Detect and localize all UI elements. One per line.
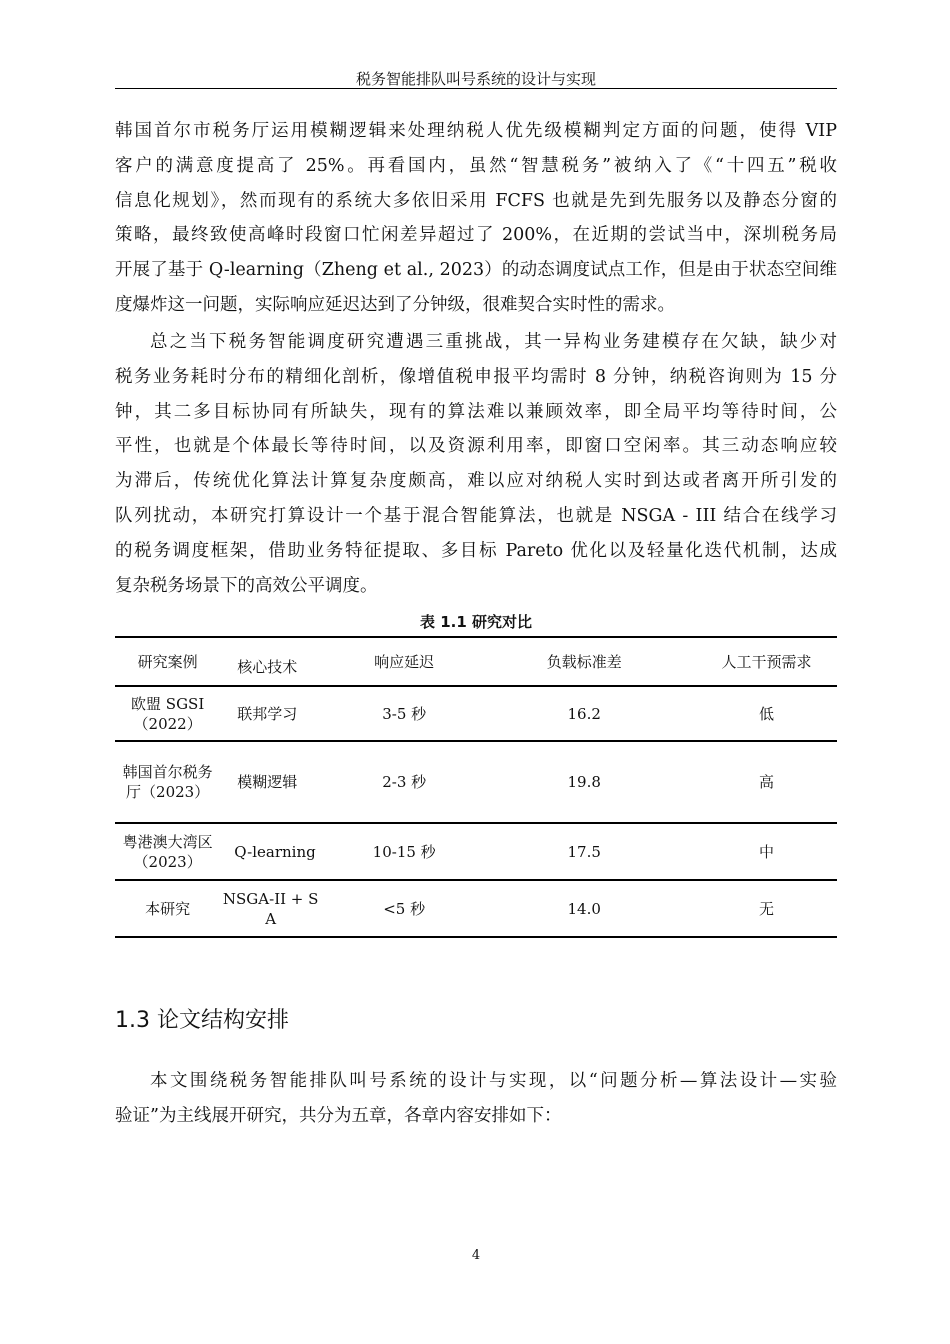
table-cell: 2-3 秒 <box>382 773 427 791</box>
table-cell: Q-learning <box>234 842 316 861</box>
text-line: 总之当下税务智能调度研究遭遇三重挑战，其一异构业务建模存在欠缺，缺少对 <box>150 332 837 352</box>
paragraph <box>115 1064 837 1134</box>
table-cell: 16.2 <box>567 704 601 723</box>
paragraph <box>115 325 837 603</box>
table-row <box>115 686 837 741</box>
text-line: 为滞后，传统优化算法计算复杂度颇高，难以应对纳税人实时到达或者离开所引发的 <box>115 471 837 492</box>
comparison-table <box>115 636 837 938</box>
table-cell: 3-5 秒 <box>382 704 427 723</box>
text-line: 客户的满意度提高了 25%。再看国内，虽然“智慧税务”被纳入了《“十四五”税收 <box>115 155 837 176</box>
text-line: 开展了基于 Q-learning（Zheng et al., 2023）的动态调度试点工作，但是由于状态空间维 <box>115 260 837 281</box>
table-cell: 19.8 <box>567 773 601 791</box>
text-line: 韩国首尔市税务厅运用模糊逻辑来处理纳税人优先级模糊判定方面的问题，使得 VIP <box>115 121 837 141</box>
section-heading: 1.3 论文结构安排 <box>115 1008 289 1033</box>
table-caption: 表 1.1 研究对比 <box>419 613 533 631</box>
text-line: 税务业务耗时分布的精细化剖析，像增值税申报平均需时 8 分钟，纳税咨询则为 15 分 <box>115 366 837 387</box>
header-rule <box>115 88 837 89</box>
table-header-row <box>115 637 837 686</box>
header-cell: 响应延迟 <box>374 652 435 671</box>
table-cell: 低 <box>759 704 775 723</box>
table-cell: 联邦学习 <box>237 704 298 723</box>
text-line: 本文围绕税务智能排队叫号系统的设计与实现，以“问题分析—算法设计—实验 <box>150 1071 837 1091</box>
table-cell: 模糊逻辑 <box>237 773 298 791</box>
text-line: 复杂税务场景下的高效公平调度。 <box>115 575 378 596</box>
text-line: 信息化规划》，然而现有的系统大多依旧采用 FCFS 也就是先到先服务以及静态分窗的 <box>115 190 837 211</box>
text-line: 队列扰动，本研究打算设计一个基于混合智能算法，也就是 NSGA - III 结合在线学习 <box>115 505 837 526</box>
text-line: 策略，最终致使高峰时段窗口忙闲差异超过了 200%，在近期的尝试当中，深圳税务局 <box>115 225 837 246</box>
table-cell: 高 <box>759 773 775 791</box>
header-cell: 核心技术 <box>237 657 298 676</box>
table-cell: <5 秒 <box>383 899 426 918</box>
text-line: 验证”为主线展开研究，共分为五章，各章内容安排如下： <box>115 1105 562 1126</box>
text-line: 钟，其二多目标协同有所缺失，现有的算法难以兼顾效率，即全局平均等待时间，公 <box>115 401 837 422</box>
text-line: 的税务调度框架，借助业务特征提取、多目标 Pareto 优化以及轻量化迭代机制，达成 <box>115 540 837 561</box>
running-header: 税务智能排队叫号系统的设计与实现 <box>355 70 596 88</box>
table-cell: 粤港澳大湾区（2023） <box>122 832 213 871</box>
header-cell: 人工干预需求 <box>721 652 812 671</box>
table-cell: 本研究 <box>145 899 191 918</box>
table-cell: 欧盟 SGSI（2022） <box>131 694 205 733</box>
table-cell: 中 <box>759 842 775 861</box>
paragraph <box>115 114 837 323</box>
table-cell: 无 <box>759 899 775 918</box>
page-number: 4 <box>471 1248 481 1263</box>
table-cell: 韩国首尔税务厅（2023） <box>122 763 213 801</box>
table-cell: 14.0 <box>567 899 601 918</box>
text-line: 平性，也就是个体最长等待时间，以及资源利用率，即窗口空闲率。其三动态响应较 <box>115 436 837 457</box>
table-cell: 10-15 秒 <box>372 842 436 861</box>
table-row <box>115 741 837 823</box>
table-cell: NSGA-II + SA <box>222 889 319 928</box>
table-cell: 17.5 <box>567 842 601 861</box>
header-cell: 负载标准差 <box>546 652 622 671</box>
header-cell: 研究案例 <box>137 652 198 671</box>
table-row <box>115 880 837 937</box>
text-line: 度爆炸这一问题，实际响应延迟达到了分钟级，很难契合实时性的需求。 <box>115 294 675 315</box>
table-row <box>115 823 837 880</box>
